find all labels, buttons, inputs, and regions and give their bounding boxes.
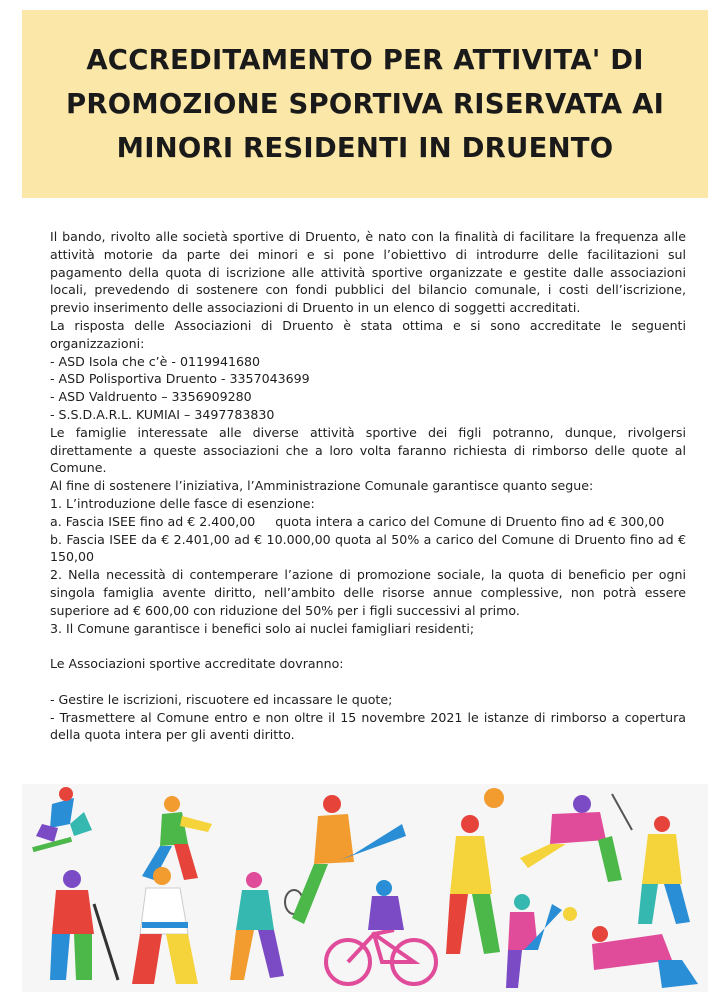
duty-item: - Trasmettere al Comune entro e non oltre il 15 novembre 2021 le istanze di rimborso a copertura della quota intera per gli aventi diritto. bbox=[50, 709, 686, 743]
intro-paragraph: Il bando, rivolto alle società sportive di Druento, è nato con la finalità di facilitare la frequenza alle attività motorie da parte dei minori e si pone l’obiettivo di introdurre delle facilitazioni sul pagamento della quota di iscrizione alle attività sportive organizzate e gestite dalle associazioni locali, prevedendo di sostenere con fondi pubblici del bilancio comunale, i costi dell’iscrizione, previo inserimento delle associazioni di Druento in un elenco di soggetti accreditati. bbox=[50, 229, 686, 316]
footballer-figure bbox=[142, 796, 212, 880]
point-1: 1. L’introduzione delle fasce di esenzione: bbox=[50, 495, 315, 511]
point-1b: b. Fascia ISEE da € 2.401,00 ad € 10.000,00 quota al 50% a carico del Comune di Druento fino ad € 150,00 bbox=[50, 531, 686, 565]
cyclist-figure bbox=[326, 880, 436, 984]
title-line-3: MINORI RESIDENTI IN DRUENTO bbox=[116, 132, 614, 164]
gymnast-figure bbox=[506, 894, 562, 988]
title-line-1: ACCREDITAMENTO PER ATTIVITA' DI bbox=[86, 44, 644, 76]
point-2: 2. Nella necessità di contemperare l’azione di promozione sociale, la quota di beneficio per ogni singola famiglia avente diritto, nell’ambito delle risorse annue complessive, non potrà essere superiore ad € 600,00 con riduzione del 50% per i figli successivi al primo. bbox=[50, 567, 686, 618]
karate-figure bbox=[132, 867, 198, 984]
announcement-body bbox=[50, 228, 686, 744]
association-item: - S.S.D.A.R.L. KUMIAI – 3497783830 bbox=[50, 406, 275, 422]
response-paragraph: La risposta delle Associazioni di Druento è stata ottima e si sono accreditate le seguenti organizzazioni: bbox=[50, 317, 686, 351]
duties-heading: Le Associazioni sportive accreditate dovranno: bbox=[50, 656, 344, 672]
association-item: - ASD Polisportiva Druento - 3357043699 bbox=[50, 371, 310, 387]
title-line-2: PROMOZIONE SPORTIVA RISERVATA AI bbox=[65, 88, 665, 120]
spacer bbox=[50, 673, 686, 691]
duty-item: - Gestire le iscrizioni, riscuotere ed incassare le quote; bbox=[50, 691, 393, 707]
tennis-player-figure bbox=[230, 872, 303, 980]
hockey-player-figure bbox=[50, 870, 118, 980]
association-item: - ASD Isola che c’è - 0119941680 bbox=[50, 353, 261, 369]
title-banner bbox=[22, 10, 708, 198]
fencer-figure bbox=[612, 794, 690, 924]
basketball-player-figure bbox=[446, 788, 504, 954]
point-3: 3. Il Comune garantisce i benefici solo ai nuclei famigliari residenti; bbox=[50, 620, 475, 636]
runner-figure bbox=[520, 795, 622, 882]
support-paragraph: Al fine di sostenere l’iniziativa, l’Amministrazione Comunale garantisce quanto segue: bbox=[50, 478, 594, 494]
sports-athletes-illustration bbox=[22, 784, 708, 992]
skateboarder-figure bbox=[32, 787, 92, 852]
spacer bbox=[50, 637, 686, 655]
association-item: - ASD Valdruento – 3356909280 bbox=[50, 389, 252, 405]
point-1a: a. Fascia ISEE fino ad € 2.400,00 quota intera a carico del Comune di Druento fino ad € 300,00 bbox=[50, 513, 665, 529]
families-paragraph: Le famiglie interessate alle diverse attività sportive dei figli potranno, dunque, rivolgersi direttamente a queste associazioni che a loro volta faranno richiesta di rimborso delle quote al Comune. bbox=[50, 424, 686, 476]
